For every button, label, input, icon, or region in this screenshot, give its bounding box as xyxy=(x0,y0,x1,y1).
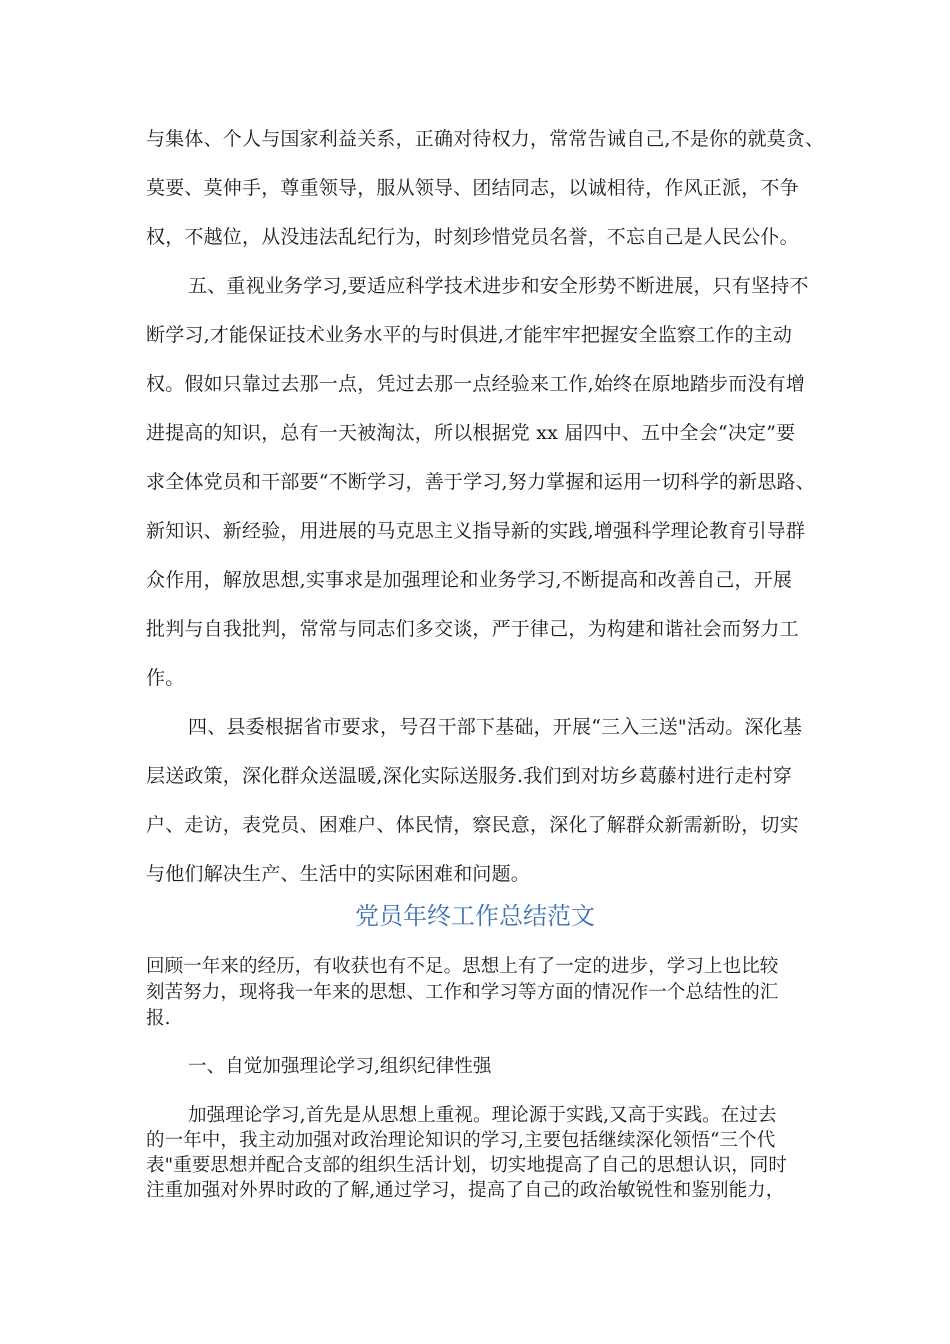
body-line: 表"重要思想并配合支部的组织生活计划，切实地提高了自己的思想认识，同时 xyxy=(146,1155,788,1176)
paragraph-line: 层送政策，深化群众送温暖,深化实际送服务.我们到对坊乡葛藤村进行走村穿 xyxy=(146,765,793,787)
paragraph-line: 户、走访，表党员、困难户、体民情，察民意，深化了解群众新需新盼，切实 xyxy=(146,814,799,836)
paragraph-line: 与集体、个人与国家利益关系，正确对待权力，常常告诫自己,不是你的就莫贪、 xyxy=(146,128,825,150)
paragraph-line: 莫要、莫伸手，尊重领导，服从领导、团结同志，以诚相待，作风正派，不争 xyxy=(146,177,799,199)
paragraph-line: 求全体党员和干部要“不断学习，善于学习,努力掌握和运用一切科学的新思路、 xyxy=(146,471,815,493)
paragraph-line: 四、县委根据省市要求，号召干部下基础，开展“三入三送"活动。深化基 xyxy=(188,716,803,738)
paragraph-line: 众作用，解放思想,实事求是加强理论和业务学习,不断提高和改善自己，开展 xyxy=(146,569,793,591)
body-line: 的一年中，我主动加强对政治理论知识的学习,主要包括继续深化领悟“三个代 xyxy=(146,1130,776,1151)
section-title: 党员年终工作总结范文 xyxy=(355,902,595,930)
intro-line: 刻苦努力，现将我一年来的思想、工作和学习等方面的情况作一个总结性的汇 xyxy=(146,982,779,1003)
paragraph-line: 批判与自我批判，常常与同志们多交谈，严于律己，为构建和谐社会而努力工 xyxy=(146,618,799,640)
intro-line: 报. xyxy=(146,1008,171,1029)
paragraph-line: 作。 xyxy=(146,667,185,689)
body-line: 注重加强对外界时政的了解,通过学习，提高了自己的政治敏锐性和鉴别能力， xyxy=(146,1180,785,1201)
paragraph-line: 权，不越位，从没违法乱纪行为，时刻珍惜党员名誉，不忘自己是人民公仆。 xyxy=(146,226,799,248)
body-line: 加强理论学习,首先是从思想上重视。理论源于实践,又高于实践。在过去 xyxy=(188,1105,777,1126)
paragraph-line: 断学习,才能保证技术业务水平的与时俱进,才能牢牢把握安全监察工作的主动 xyxy=(146,324,793,346)
paragraph-line: 五、重视业务学习,要适应科学技术进步和安全形势不断进展，只有坚持不 xyxy=(188,275,809,297)
intro-line: 回顾一年来的经历，有收获也有不足。思想上有了一定的进步，学习上也比较 xyxy=(146,956,779,977)
section-heading: 一、自觉加强理论学习,组织纪律性强 xyxy=(188,1056,492,1077)
paragraph-line: 进提高的知识，总有一天被淘汰，所以根据党 xx 届四中、五中全会“决定”要 xyxy=(146,422,796,444)
paragraph-line: 新知识、新经验，用进展的马克思主义指导新的实践,增强科学理论教育引导群 xyxy=(146,520,806,542)
paragraph-line: 与他们解决生产、生活中的实际困难和问题。 xyxy=(146,863,531,885)
paragraph-line: 权。假如只靠过去那一点，凭过去那一点经验来工作,始终在原地踏步而没有增 xyxy=(146,373,806,395)
